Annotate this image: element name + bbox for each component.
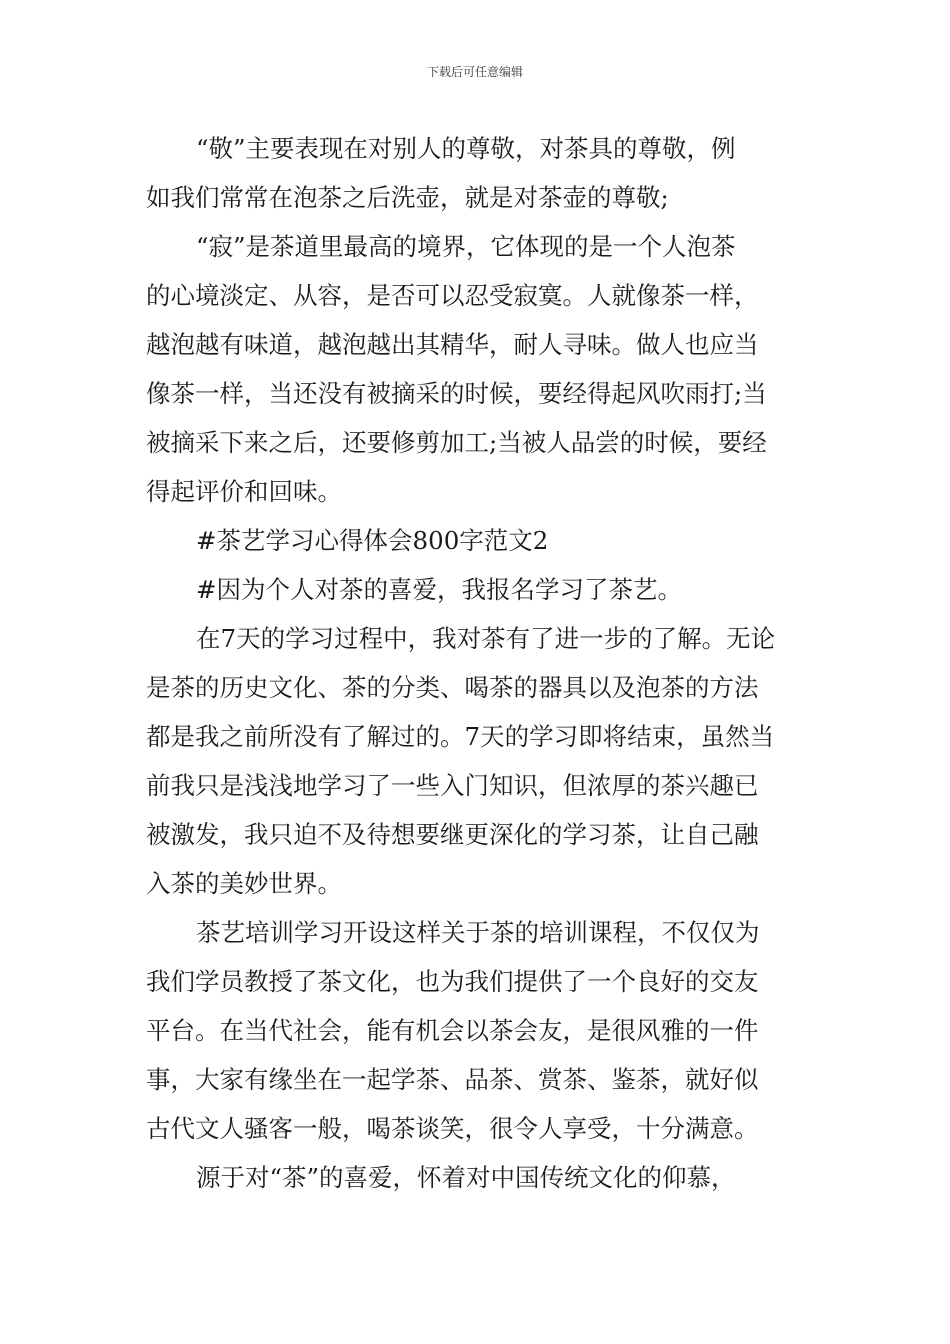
text-line: 我们学员教授了茶文化，也为我们提供了一个良好的交友: [146, 967, 759, 996]
text-line: 的心境淡定、从容，是否可以忍受寂寞。人就像茶一样，: [146, 281, 759, 310]
text-line: 前我只是浅浅地学习了一些入门知识，但浓厚的茶兴趣已: [146, 771, 759, 800]
page-header: 下载后可任意编辑: [426, 65, 523, 79]
text-line: 事，大家有缘坐在一起学茶、品茶、赏茶、鉴茶，就好似: [146, 1065, 759, 1094]
text-line: 古代文人骚客一般，喝茶谈笑，很令人享受，十分满意。: [146, 1114, 759, 1143]
text-line: 如我们常常在泡茶之后洗壶，就是对茶壶的尊敬;: [146, 183, 669, 212]
text-line: 入茶的美妙世界。: [146, 869, 342, 898]
text-line: 茶艺培训学习开设这样关于茶的培训课程，不仅仅为: [196, 918, 760, 947]
text-line: 被摘采下来之后，还要修剪加工;当被人品尝的时候，要经: [146, 428, 767, 457]
text-line: “敬”主要表现在对别人的尊敬，对茶具的尊敬，例: [196, 134, 736, 163]
text-line: 被激发，我只迫不及待想要继更深化的学习茶，让自己融: [146, 820, 759, 849]
text-line: 是茶的历史文化、茶的分类、喝茶的器具以及泡茶的方法: [146, 673, 759, 702]
text-line: 越泡越有味道，越泡越出其精华，耐人寻味。做人也应当: [146, 330, 759, 359]
text-line: 在7天的学习过程中，我对茶有了进一步的了解。无论: [196, 624, 776, 653]
text-line: 源于对“茶”的喜爱，怀着对中国传统文化的仰慕，: [196, 1163, 736, 1192]
text-line: 都是我之前所没有了解过的。7天的学习即将结束，虽然当: [146, 722, 775, 751]
text-line: 像茶一样，当还没有被摘采的时候，要经得起风吹雨打;当: [146, 379, 767, 408]
text-line: #因为个人对茶的喜爱，我报名学习了茶艺。: [196, 575, 683, 604]
text-line: “寂”是茶道里最高的境界，它体现的是一个人泡茶: [196, 232, 736, 261]
text-line: 得起评价和回味。: [146, 477, 342, 506]
document-body: [146, 124, 808, 1202]
text-line: 平台。在当代社会，能有机会以茶会友，是很风雅的一件: [146, 1016, 759, 1045]
section-heading: #茶艺学习心得体会800字范文2: [196, 526, 549, 555]
